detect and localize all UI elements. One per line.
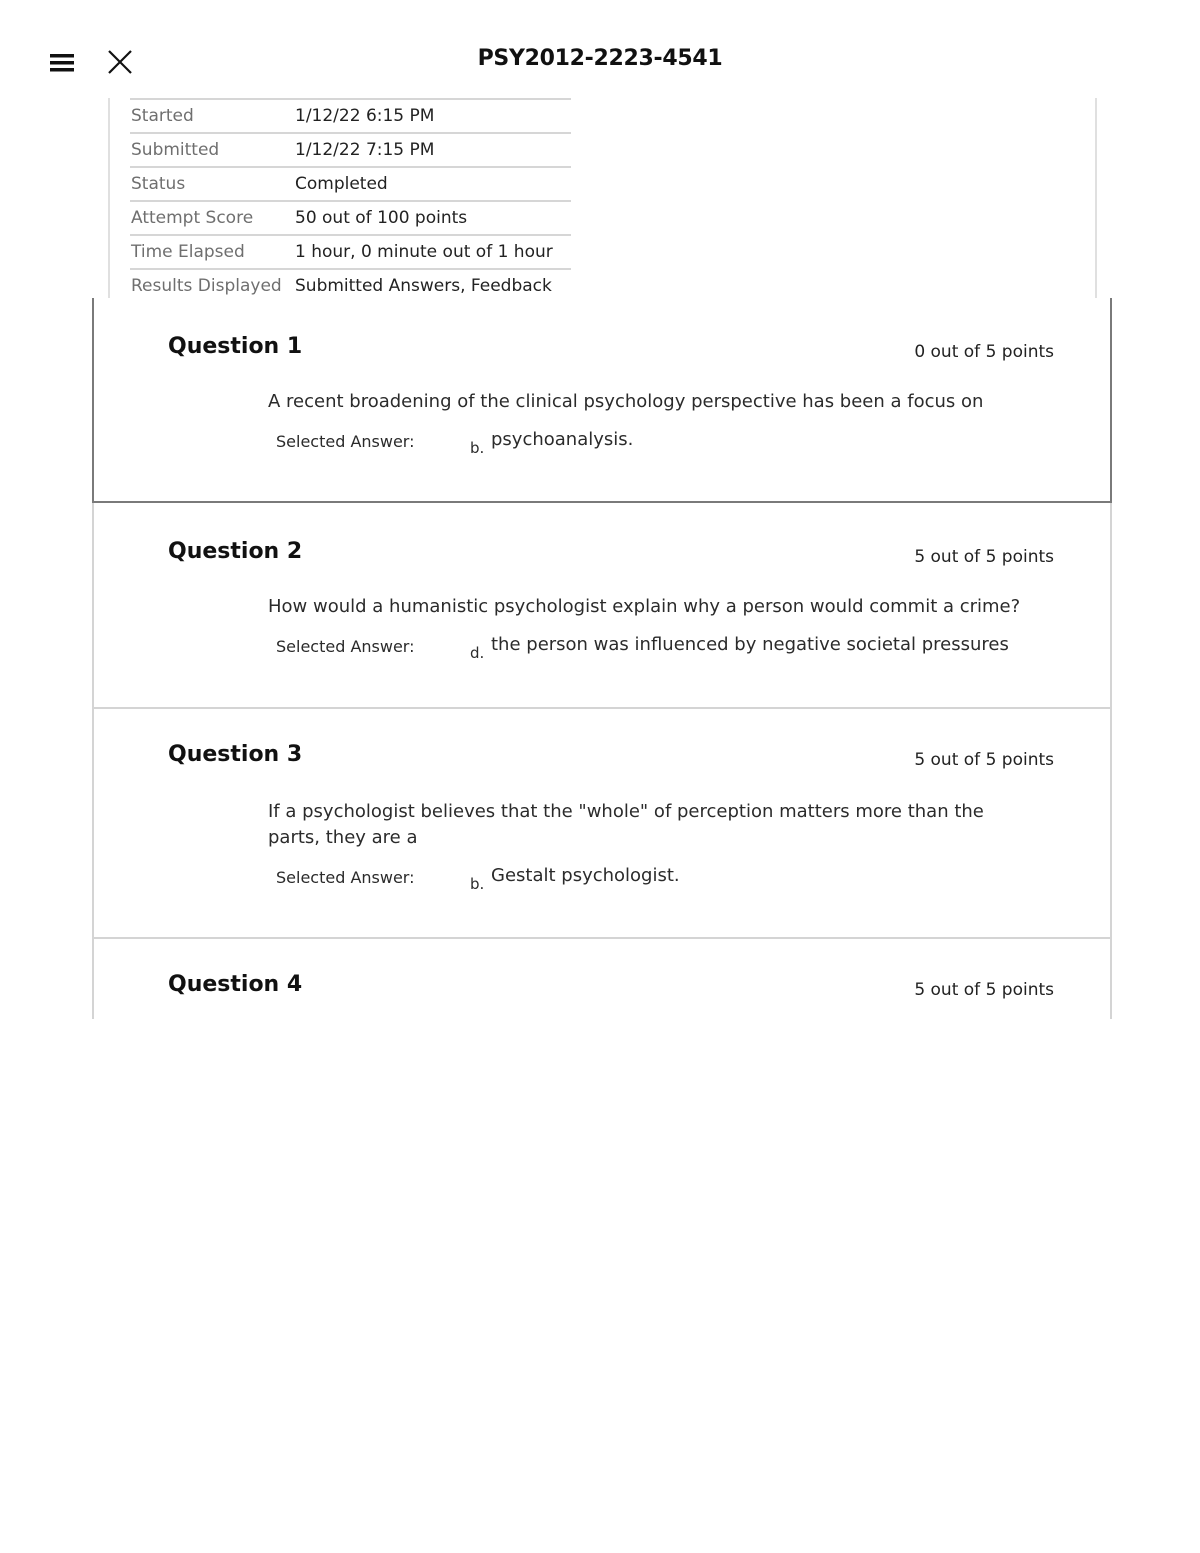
question-text: A recent broadening of the clinical psychology perspective has been a focus on: [268, 391, 984, 412]
question-text: How would a humanistic psychologist explain why a person would commit a crime?: [268, 596, 1021, 617]
selected-answer-text: Gestalt psychologist.: [491, 865, 680, 886]
card-divider: [92, 501, 1112, 503]
question-points: 5 out of 5 points: [914, 750, 1054, 770]
selected-answer-text: psychoanalysis.: [491, 429, 634, 450]
question-points: 0 out of 5 points: [914, 342, 1054, 362]
summary-row-submitted: [130, 133, 571, 167]
summary-row-attempt-score: [130, 201, 571, 235]
attempt-summary-table: [130, 98, 571, 302]
card-divider: [92, 937, 1112, 939]
summary-row-started: [130, 99, 571, 133]
summary-value: 1/12/22 6:15 PM: [295, 99, 571, 133]
summary-label: Attempt Score: [130, 201, 295, 235]
question-title: Question 1: [168, 334, 303, 359]
question-card-4: [92, 939, 1112, 1019]
summary-label: Submitted: [130, 133, 295, 167]
summary-row-time-elapsed: [130, 235, 571, 269]
selected-answer-letter: b.: [470, 439, 485, 457]
question-title: Question 4: [168, 972, 303, 997]
summary-value: Completed: [295, 167, 571, 201]
summary-row-status: [130, 167, 571, 201]
page-title: PSY2012-2223-4541: [477, 46, 723, 71]
top-bar: [0, 0, 1200, 98]
question-card-2: [92, 503, 1112, 709]
summary-value: 50 out of 100 points: [295, 201, 571, 235]
selected-answer-label: Selected Answer:: [276, 868, 415, 887]
question-text: If a psychologist believes that the "whole" of perception matters more than the parts, they are a: [268, 801, 984, 848]
summary-value: 1 hour, 0 minute out of 1 hour: [295, 235, 571, 269]
question-card-1: [92, 298, 1112, 503]
selected-answer-text: the person was influenced by negative societal pressures: [491, 634, 1009, 655]
selected-answer-label: Selected Answer:: [276, 432, 415, 451]
summary-label: Time Elapsed: [130, 235, 295, 269]
card-divider: [92, 707, 1112, 709]
selected-answer-letter: d.: [470, 644, 485, 662]
selected-answer-label: Selected Answer:: [276, 637, 415, 656]
question-card-3: [92, 709, 1112, 939]
summary-label: Status: [130, 167, 295, 201]
question-title: Question 2: [168, 539, 303, 564]
question-points: 5 out of 5 points: [914, 980, 1054, 1000]
summary-label: Started: [130, 99, 295, 133]
question-points: 5 out of 5 points: [914, 547, 1054, 567]
question-title: Question 3: [168, 742, 303, 767]
summary-value: Submitted Answers, Feedback: [295, 269, 571, 302]
summary-value: 1/12/22 7:15 PM: [295, 133, 571, 167]
summary-label: Results Displayed: [130, 269, 295, 302]
selected-answer-letter: b.: [470, 875, 485, 893]
